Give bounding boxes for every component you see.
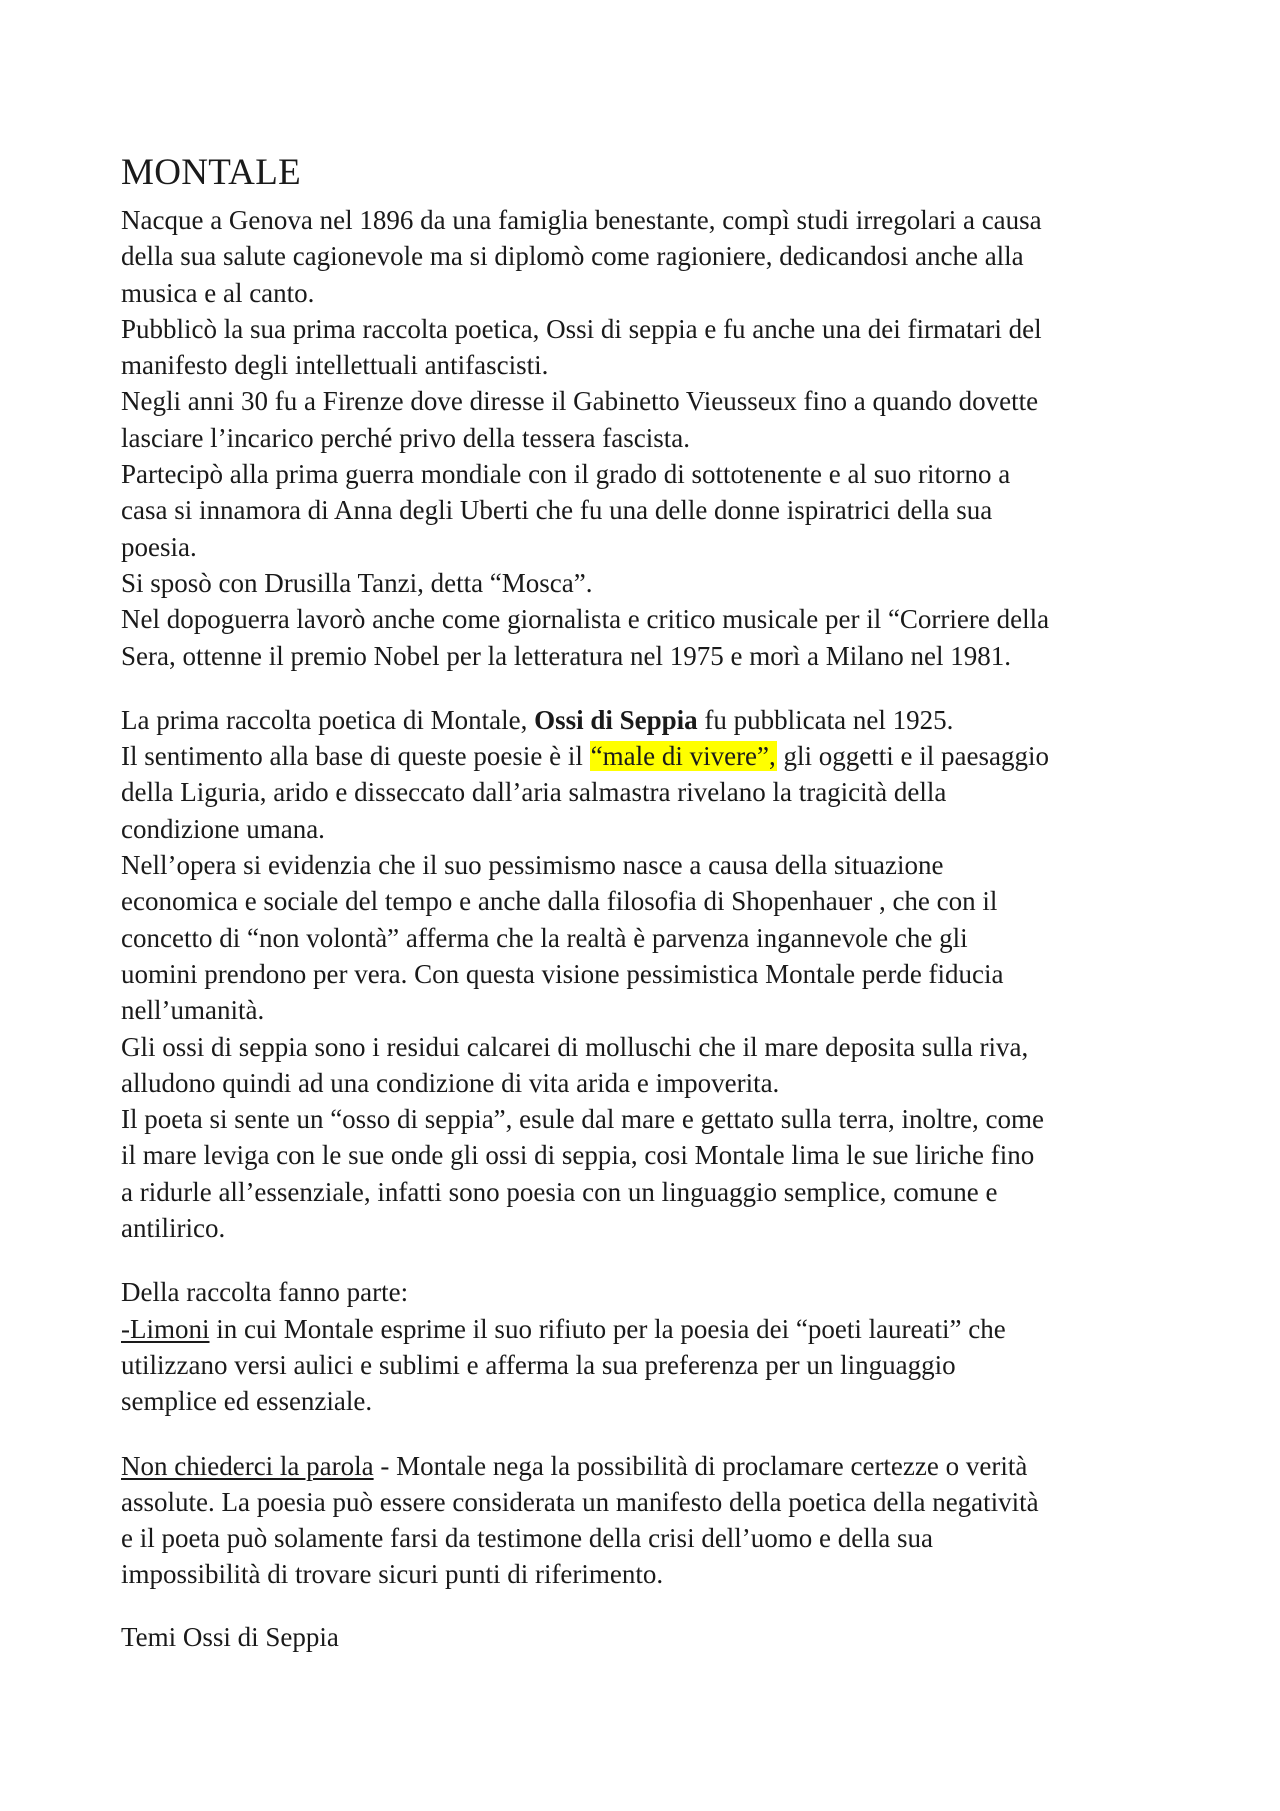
- text-line: Sera, ottenne il premio Nobel per la letteratura nel 1975 e morì a Milano nel 1981.: [121, 640, 1011, 671]
- highlighted-phrase: “male di vivere”,: [590, 741, 776, 772]
- text-line: della Liguria, arido e disseccato dall’aria salmastra rivelano la tragicità della: [121, 777, 947, 808]
- text-line: musica e al canto.: [121, 277, 315, 308]
- paragraph-gap: [121, 674, 1171, 702]
- text-line: nell’umanità.: [121, 995, 265, 1026]
- book-title-bold: Ossi di Seppia: [534, 704, 698, 735]
- text-line: concetto di “non volontà” afferma che la realtà è parvenza ingannevole che gli: [121, 922, 968, 953]
- text-line: Il poeta si sente un “osso di seppia”, esule dal mare e gettato sulla terra, inoltre, come: [121, 1104, 1044, 1135]
- text-line: condizione umana.: [121, 813, 325, 844]
- temi-heading: Temi Ossi di Seppia: [121, 1621, 339, 1652]
- paragraph-gap: [121, 1593, 1171, 1619]
- text-line: Nacque a Genova nel 1896 da una famiglia benestante, compì studi irregolari a causa: [121, 205, 1042, 235]
- raccolta-section: [121, 1274, 1171, 1419]
- text-line: economica e sociale del tempo e anche dalla filosofia di Shopenhauer , che con il: [121, 886, 998, 917]
- text-line: alludono quindi ad una condizione di vita arida e impoverita.: [121, 1067, 780, 1098]
- text-line: [121, 1311, 1171, 1347]
- text-run: gli oggetti e il paesaggio: [776, 741, 1049, 772]
- text-line: utilizzano versi aulici e sublimi e afferma la sua preferenza per un linguaggio: [121, 1349, 956, 1380]
- text-line: Si sposò con Drusilla Tanzi, detta “Mosca”.: [121, 567, 593, 598]
- text-run: La prima raccolta poetica di Montale,: [121, 704, 535, 735]
- text-line: [121, 738, 1171, 774]
- text-line: Della raccolta fanno parte:: [121, 1277, 409, 1308]
- text-line: Gli ossi di seppia sono i residui calcarei di molluschi che il mare deposita sulla riva,: [121, 1031, 1029, 1062]
- text-line: e il poeta può solamente farsi da testimone della crisi dell’uomo e della sua: [121, 1523, 933, 1554]
- text-line: Partecipò alla prima guerra mondiale con il grado di sottotenente e al suo ritorno a: [121, 459, 1011, 490]
- text-line: [121, 1448, 1171, 1484]
- text-run: - Montale nega la possibilità di proclamare certezze o verità: [373, 1450, 1028, 1481]
- paragraph-gap: [121, 1420, 1171, 1448]
- text-line: assolute. La poesia può essere considerata un manifesto della poetica della negatività: [121, 1486, 1039, 1517]
- biography-section: [121, 202, 1171, 674]
- text-line: Nell’opera si evidenzia che il suo pessimismo nasce a causa della situazione: [121, 850, 944, 881]
- text-line: impossibilità di trovare sicuri punti di riferimento.: [121, 1559, 664, 1590]
- text-line: semplice ed essenziale.: [121, 1386, 373, 1417]
- text-line: uomini prendono per vera. Con questa visione pessimistica Montale perde fiducia: [121, 958, 1004, 989]
- text-line: casa si innamora di Anna degli Uberti che fu una delle donne ispiratrici della sua: [121, 495, 993, 526]
- text-line: manifesto degli intellettuali antifascisti.: [121, 350, 549, 381]
- text-line: poesia.: [121, 531, 197, 562]
- text-run: Il sentimento alla base di queste poesie è il: [121, 741, 590, 772]
- limoni-underlined-title: -Limoni: [121, 1313, 210, 1344]
- page-title: MONTALE: [121, 152, 301, 193]
- text-run: in cui Montale esprime il suo rifiuto per la poesia dei “poeti laureati” che: [209, 1313, 1006, 1344]
- ossi-di-seppia-section: [121, 702, 1171, 1246]
- text-line: Pubblicò la sua prima raccolta poetica, Ossi di seppia e fu anche una dei firmatari del: [121, 313, 1042, 344]
- paragraph-gap: [121, 1246, 1171, 1274]
- text-run: fu pubblicata nel 1925.: [697, 704, 954, 735]
- text-line: Nel dopoguerra lavorò anche come giornalista e critico musicale per il “Corriere della: [121, 604, 1050, 635]
- text-line: lasciare l’incarico perché privo della tessera fascista.: [121, 422, 690, 453]
- text-line: [121, 702, 1171, 738]
- text-line: il mare leviga con le sue onde gli ossi di seppia, cosi Montale lima le sue liriche fino: [121, 1140, 1035, 1171]
- text-line: a ridurle all’essenziale, infatti sono poesia con un linguaggio semplice, comune e: [121, 1176, 998, 1207]
- text-line: della sua salute cagionevole ma si diplomò come ragioniere, dedicandosi anche alla: [121, 241, 1024, 272]
- non-chiederci-section: [121, 1448, 1171, 1593]
- document-body: [121, 150, 1171, 1655]
- text-line: antilirico.: [121, 1213, 226, 1244]
- text-line: Negli anni 30 fu a Firenze dove diresse il Gabinetto Vieusseux fino a quando dovette: [121, 386, 1039, 417]
- non-chiederci-underlined-title: Non chiederci la parola: [121, 1450, 374, 1481]
